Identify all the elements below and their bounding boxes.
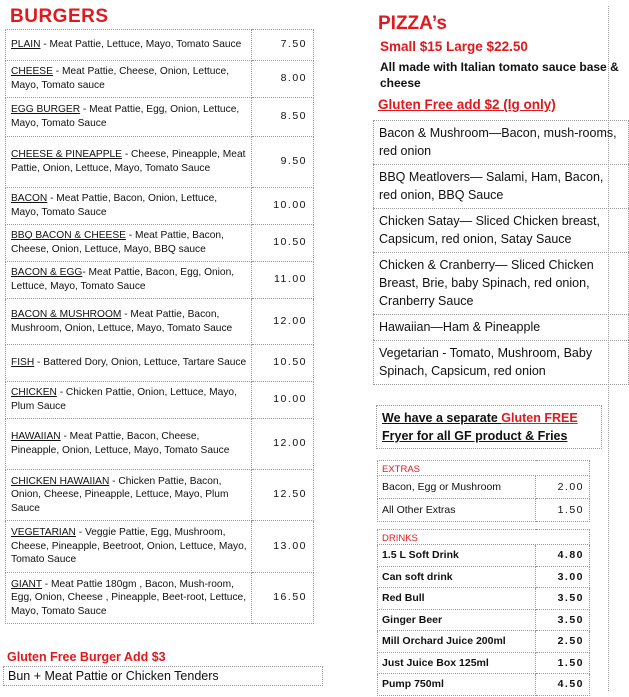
burger-description bbox=[6, 262, 252, 299]
drinks-price: 3.00 bbox=[536, 566, 590, 588]
burger-description bbox=[6, 345, 252, 382]
drinks-name: Red Bull bbox=[378, 588, 536, 610]
burger-ingredients: - Meat Pattie, Bacon, Mushroom, Onion, Lettuce, Mayo, Tomato Sauce bbox=[11, 308, 233, 334]
burger-row bbox=[6, 61, 314, 98]
extras-title: EXTRAS bbox=[378, 461, 590, 476]
burger-price: 8.00 bbox=[252, 61, 314, 98]
burger-row bbox=[6, 345, 314, 382]
burger-ingredients: - Veggie Pattie, Egg, Mushroom, Cheese, Pineapple, Beetroot, Onion, Lettuce, Mayo, Tomato Sauce bbox=[11, 527, 247, 566]
fryer-note-part2: Fryer for all GF product & Fries bbox=[382, 429, 568, 443]
burger-ingredients: - Meat Pattie, Egg, Onion, Lettuce, Mayo, Tomato Sauce bbox=[11, 104, 240, 129]
pizza-item: Bacon & Mushroom—Bacon, mush-rooms, red onion bbox=[373, 120, 629, 164]
drinks-name: Just Juice Box 125ml bbox=[378, 652, 536, 674]
burger-ingredients: - Chicken Pattie, Onion, Lettuce, Mayo, Plum Sauce bbox=[11, 387, 237, 412]
drinks-name: Mill Orchard Juice 200ml bbox=[378, 631, 536, 653]
burger-menu-table bbox=[5, 29, 314, 624]
drinks-row bbox=[378, 609, 590, 631]
pizza-sizes: Small $15 Large $22.50 bbox=[380, 39, 528, 54]
burger-ingredients: - Meat Pattie, Bacon, Egg, Onion, Lettuce, Mayo, Tomato Sauce bbox=[11, 267, 235, 292]
burger-row bbox=[6, 98, 314, 137]
drinks-price: 1.50 bbox=[536, 652, 590, 674]
burger-row bbox=[6, 382, 314, 419]
burger-name: VEGETARIAN bbox=[11, 527, 76, 539]
burger-row bbox=[6, 521, 314, 573]
burger-row bbox=[6, 188, 314, 225]
burger-price: 7.50 bbox=[252, 30, 314, 61]
burger-price: 12.50 bbox=[252, 470, 314, 521]
burger-description bbox=[6, 225, 252, 262]
burger-name: HAWAIIAN bbox=[11, 431, 61, 443]
burger-name: EGG BURGER bbox=[11, 104, 81, 116]
burger-row bbox=[6, 299, 314, 345]
burger-name: CHICKEN HAWAIIAN bbox=[11, 475, 110, 487]
burger-price: 12.00 bbox=[252, 419, 314, 470]
gluten-free-fryer-note bbox=[376, 405, 602, 449]
burger-row bbox=[6, 225, 314, 262]
burger-price: 12.00 bbox=[252, 299, 314, 345]
burgers-title: BURGERS bbox=[10, 6, 109, 27]
extras-table bbox=[377, 460, 590, 522]
burger-price: 10.50 bbox=[252, 225, 314, 262]
drinks-price: 3.50 bbox=[536, 609, 590, 631]
extras-price: 1.50 bbox=[536, 499, 590, 522]
burger-ingredients: - Meat Pattie, Bacon, Cheese, Pineapple, Onion, Lettuce, Mayo, Tomato Sauce bbox=[11, 431, 230, 456]
burger-description bbox=[6, 573, 252, 624]
burger-description bbox=[6, 299, 252, 345]
pizza-item: Hawaiian—Ham & Pineapple bbox=[373, 314, 629, 340]
burger-name: GIANT bbox=[11, 578, 42, 590]
burger-row bbox=[6, 470, 314, 521]
burger-description bbox=[6, 98, 252, 137]
burger-row bbox=[6, 573, 314, 624]
burger-name: CHICKEN bbox=[11, 387, 57, 399]
burger-name: CHEESE & PINEAPPLE bbox=[11, 149, 122, 161]
drinks-name: Pump 750ml bbox=[378, 674, 536, 696]
drinks-row bbox=[378, 545, 590, 567]
burger-price: 10.50 bbox=[252, 345, 314, 382]
burger-ingredients: - Cheese, Pineapple, Meat Pattie, Onion, Lettuce, Mayo, Tomato Sauce bbox=[11, 149, 246, 174]
burger-name: BACON & EGG bbox=[11, 267, 83, 279]
burger-ingredients: - Meat Pattie, Bacon, Cheese, Onion, Lettuce, Mayo, BBQ sauce bbox=[11, 230, 224, 255]
bun-note: Bun + Meat Pattie or Chicken Tenders bbox=[3, 666, 323, 686]
burger-name: BBQ BACON & CHEESE bbox=[11, 230, 126, 242]
extras-name: All Other Extras bbox=[378, 499, 536, 522]
burger-ingredients: - Meat Pattie, Lettuce, Mayo, Tomato Sauce bbox=[40, 39, 242, 51]
burger-row bbox=[6, 419, 314, 470]
pizza-list bbox=[373, 120, 629, 385]
drinks-row bbox=[378, 652, 590, 674]
burger-price: 9.50 bbox=[252, 137, 314, 188]
burger-name: CHEESE bbox=[11, 66, 53, 78]
drinks-price: 2.50 bbox=[536, 631, 590, 653]
burger-row bbox=[6, 30, 314, 61]
burger-price: 8.50 bbox=[252, 98, 314, 137]
extras-name: Bacon, Egg or Mushroom bbox=[378, 476, 536, 499]
fryer-note-highlight: Gluten FREE bbox=[501, 411, 578, 425]
drinks-table bbox=[377, 529, 590, 696]
burger-description bbox=[6, 61, 252, 98]
burger-ingredients: - Meat Pattie, Cheese, Onion, Lettuce, Mayo, Tomato sauce bbox=[11, 66, 230, 91]
drinks-name: Ginger Beer bbox=[378, 609, 536, 631]
drinks-price: 4.50 bbox=[536, 674, 590, 696]
burger-description bbox=[6, 382, 252, 419]
burger-description bbox=[6, 188, 252, 225]
burger-name: BACON & MUSHROOM bbox=[11, 308, 122, 320]
gluten-free-burger-note: Gluten Free Burger Add $3 bbox=[7, 650, 166, 664]
burger-ingredients: - Meat Pattie, Bacon, Onion, Lettuce, Mayo, Tomato Sauce bbox=[11, 193, 218, 218]
drinks-title: DRINKS bbox=[378, 530, 590, 545]
drinks-price: 3.50 bbox=[536, 588, 590, 610]
fryer-note-part1: We have a separate bbox=[382, 411, 502, 425]
burger-description bbox=[6, 470, 252, 521]
burger-row bbox=[6, 137, 314, 188]
burger-description bbox=[6, 30, 252, 61]
burger-ingredients: - Battered Dory, Onion, Lettuce, Tartare Sauce bbox=[34, 357, 247, 369]
drinks-name: Can soft drink bbox=[378, 566, 536, 588]
drinks-row bbox=[378, 588, 590, 610]
pizza-item: Vegetarian - Tomato, Mushroom, Baby Spinach, Capsicum, red onion bbox=[373, 340, 629, 385]
drinks-price: 4.80 bbox=[536, 545, 590, 567]
burger-name: FISH bbox=[11, 357, 35, 369]
pizza-title: PIZZA’s bbox=[378, 13, 447, 34]
burger-description bbox=[6, 419, 252, 470]
drinks-row bbox=[378, 631, 590, 653]
burger-price: 10.00 bbox=[252, 382, 314, 419]
burger-ingredients: - Chicken Pattie, Bacon, Onion, Cheese, Pineapple, Lettuce, Mayo, Plum Sauce bbox=[11, 475, 229, 514]
pizza-gluten-free-note: Gluten Free add $2 (lg only) bbox=[378, 97, 556, 112]
burger-price: 13.00 bbox=[252, 521, 314, 573]
burger-ingredients: - Meat Pattie 180gm , Bacon, Mush-room, Egg, Onion, Cheese , Pineapple, Beet-root, Lettuce, Mayo, Tomato Sauce bbox=[11, 578, 247, 617]
burger-price: 11.00 bbox=[252, 262, 314, 299]
pizza-item: Chicken & Cranberry— Sliced Chicken Breast, Brie, baby Spinach, red onion, Cranberry Sauce bbox=[373, 252, 629, 314]
extras-row bbox=[378, 476, 590, 499]
drinks-row bbox=[378, 566, 590, 588]
drinks-row bbox=[378, 674, 590, 696]
pizza-item: BBQ Meatlovers— Salami, Ham, Bacon, red onion, BBQ Sauce bbox=[373, 164, 629, 208]
burger-description bbox=[6, 521, 252, 573]
pizza-item: Chicken Satay— Sliced Chicken breast, Capsicum, red onion, Satay Sauce bbox=[373, 208, 629, 252]
burger-name: BACON bbox=[11, 193, 48, 205]
burger-name: PLAIN bbox=[11, 39, 41, 51]
drinks-name: 1.5 L Soft Drink bbox=[378, 545, 536, 567]
burger-price: 16.50 bbox=[252, 573, 314, 624]
pizza-base-note: All made with Italian tomato sauce base & cheese bbox=[380, 60, 619, 90]
extras-price: 2.00 bbox=[536, 476, 590, 499]
burger-price: 10.00 bbox=[252, 188, 314, 225]
extras-row bbox=[378, 499, 590, 522]
burger-row bbox=[6, 262, 314, 299]
burger-description bbox=[6, 137, 252, 188]
